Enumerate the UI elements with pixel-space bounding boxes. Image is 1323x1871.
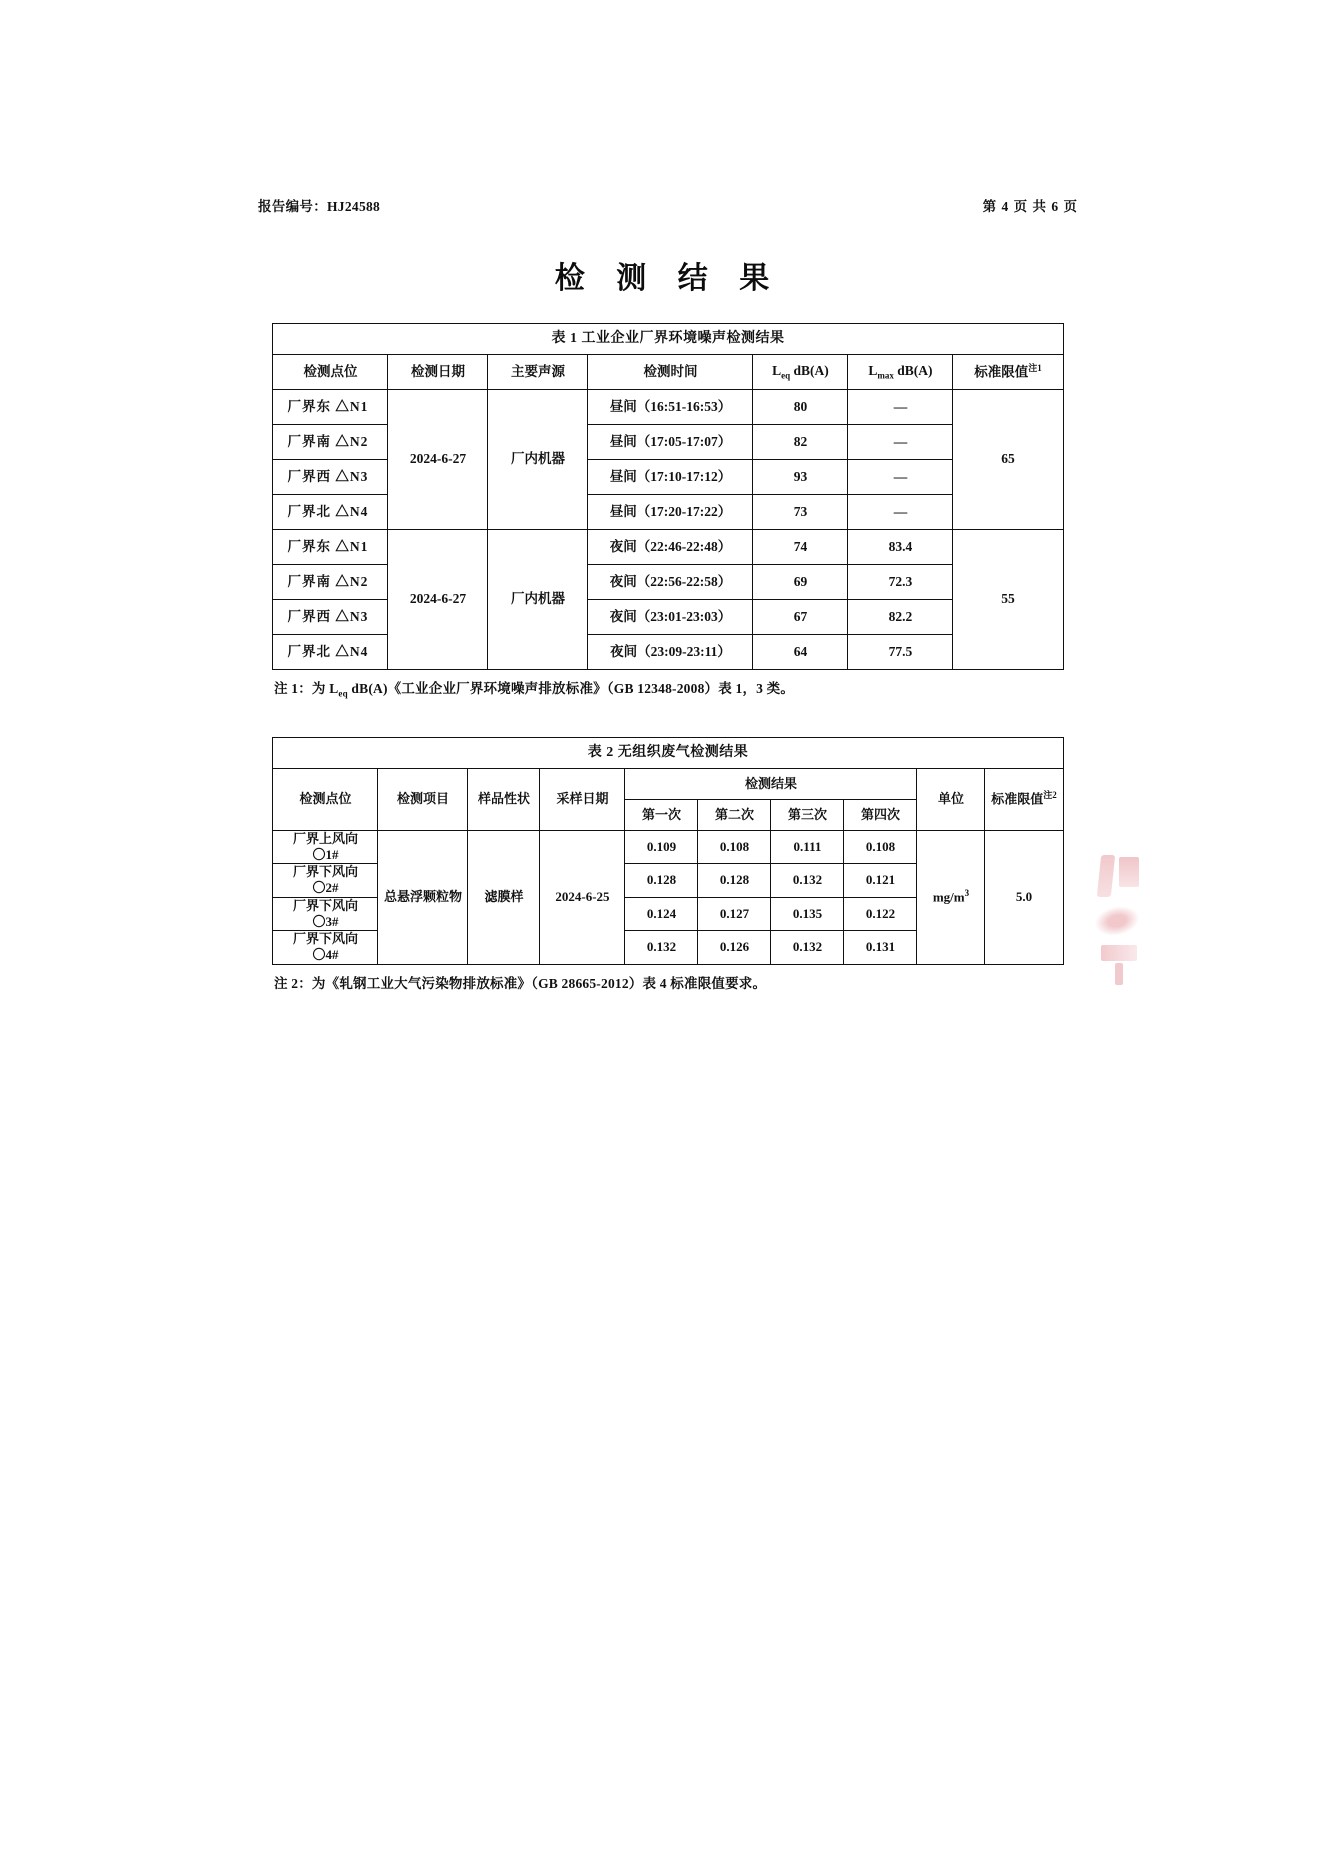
report-number: 报告编号：HJ24588: [258, 199, 381, 214]
result-3: 0.111: [771, 830, 844, 864]
leq-value: 80: [753, 390, 848, 425]
result-4: 0.108: [844, 830, 917, 864]
lmax-value: 72.3: [848, 565, 953, 600]
result-1: 0.128: [625, 864, 698, 898]
result-4: 0.131: [844, 931, 917, 965]
leq-value: 64: [753, 635, 848, 670]
measure-point: 厂界西 △N3: [273, 460, 388, 495]
table1-caption: 表 1 工业企业厂界环境噪声检测结果: [273, 324, 1063, 355]
measure-time: 夜间（22:56-22:58）: [588, 565, 753, 600]
table2-col-item: 检测项目: [378, 768, 468, 830]
measure-point: 厂界北 △N4: [273, 635, 388, 670]
page-indicator: 第 4 页 共 6 页: [982, 199, 1078, 214]
sample-form: 滤膜样: [468, 830, 540, 964]
table-row: [273, 530, 1063, 565]
table1-col-lmax: $L_{max}$ dB(A): [848, 355, 953, 390]
result-4: 0.122: [844, 897, 917, 931]
noise-source: 厂内机器: [488, 390, 588, 530]
result-3: 0.132: [771, 864, 844, 898]
table2-col-r3: 第三次: [771, 799, 844, 830]
result-2: 0.128: [698, 864, 771, 898]
measure-time: 昼间（17:10-17:12）: [588, 460, 753, 495]
leq-value: 69: [753, 565, 848, 600]
table-row: [273, 830, 1063, 864]
table2-caption: 表 2 无组织废气检测结果: [273, 737, 1063, 768]
table2-col-unit: 单位: [917, 768, 985, 830]
measure-time: 夜间（22:46-22:48）: [588, 530, 753, 565]
table1-note: 注 1：为 $L_{eq}$ dB(A)《工业企业厂界环境噪声排放标准》（GB 12348-2008）表 1，3 类。: [274, 681, 795, 699]
lmax-value: 83.4: [848, 530, 953, 565]
measure-time: 夜间（23:01-23:03）: [588, 600, 753, 635]
table1-col-leq: $L_{eq}$ dB(A): [753, 355, 848, 390]
measure-date: 2024-6-27: [388, 530, 488, 670]
result-1: 0.124: [625, 897, 698, 931]
table1-col-limit: 标准限值$^{注1}$: [953, 355, 1063, 390]
standard-limit: 5.0: [985, 830, 1063, 964]
measure-point: 厂界南 △N2: [273, 565, 388, 600]
fugitive-emission-table: [272, 737, 1063, 965]
result-3: 0.132: [771, 931, 844, 965]
table1-col-time: 检测时间: [588, 355, 753, 390]
sampling-point: 厂界上风向 〇1#: [273, 830, 378, 864]
result-3: 0.135: [771, 897, 844, 931]
leq-value: 67: [753, 600, 848, 635]
measure-point: 厂界南 △N2: [273, 425, 388, 460]
table2-col-r2: 第二次: [698, 799, 771, 830]
result-1: 0.132: [625, 931, 698, 965]
result-1: 0.109: [625, 830, 698, 864]
leq-value: 74: [753, 530, 848, 565]
lmax-value: —: [848, 460, 953, 495]
page-title: 检 测 结 果: [554, 262, 782, 295]
sampling-date: 2024-6-25: [540, 830, 625, 964]
result-2: 0.126: [698, 931, 771, 965]
measure-time: 昼间（16:51-16:53）: [588, 390, 753, 425]
measure-point: 厂界东 △N1: [273, 390, 388, 425]
table2-col-form: 样品性状: [468, 768, 540, 830]
table2-col-date: 采样日期: [540, 768, 625, 830]
noise-source: 厂内机器: [488, 530, 588, 670]
lmax-value: 77.5: [848, 635, 953, 670]
sampling-point: 厂界下风向 〇2#: [273, 864, 378, 898]
result-2: 0.127: [698, 897, 771, 931]
table1-col-point: 检测点位: [273, 355, 388, 390]
table2-col-r1: 第一次: [625, 799, 698, 830]
measure-point: 厂界北 △N4: [273, 495, 388, 530]
report-content: [258, 195, 1078, 992]
leq-value: 73: [753, 495, 848, 530]
lmax-value: —: [848, 390, 953, 425]
table-row: [273, 390, 1063, 425]
standard-limit: 55: [953, 530, 1063, 670]
result-2: 0.108: [698, 830, 771, 864]
measure-time: 昼间（17:05-17:07）: [588, 425, 753, 460]
test-item: 总悬浮颗粒物: [378, 830, 468, 964]
lmax-value: —: [848, 495, 953, 530]
unit: $mg/m^3$: [917, 830, 985, 964]
table2-col-results: 检测结果: [625, 768, 917, 799]
measure-time: 昼间（17:20-17:22）: [588, 495, 753, 530]
measure-date: 2024-6-27: [388, 390, 488, 530]
sampling-point: 厂界下风向 〇4#: [273, 931, 378, 965]
table1-col-date: 检测日期: [388, 355, 488, 390]
lmax-value: —: [848, 425, 953, 460]
lmax-value: 82.2: [848, 600, 953, 635]
standard-limit: 65: [953, 390, 1063, 530]
leq-value: 93: [753, 460, 848, 495]
table2-note: 注 2：为《轧钢工业大气污染物排放标准》（GB 28665-2012）表 4 标准限值要求。: [274, 975, 767, 991]
result-4: 0.121: [844, 864, 917, 898]
measure-point: 厂界东 △N1: [273, 530, 388, 565]
noise-results-table: [272, 323, 1063, 670]
table2-col-limit: 标准限值$^{注2}$: [985, 768, 1063, 830]
measure-time: 夜间（23:09-23:11）: [588, 635, 753, 670]
table2-col-r4: 第四次: [844, 799, 917, 830]
red-stamp-mark: [1093, 855, 1153, 985]
page-header: [258, 195, 1078, 219]
leq-value: 82: [753, 425, 848, 460]
sampling-point: 厂界下风向 〇3#: [273, 897, 378, 931]
measure-point: 厂界西 △N3: [273, 600, 388, 635]
table2-col-point: 检测点位: [273, 768, 378, 830]
table1-col-source: 主要声源: [488, 355, 588, 390]
